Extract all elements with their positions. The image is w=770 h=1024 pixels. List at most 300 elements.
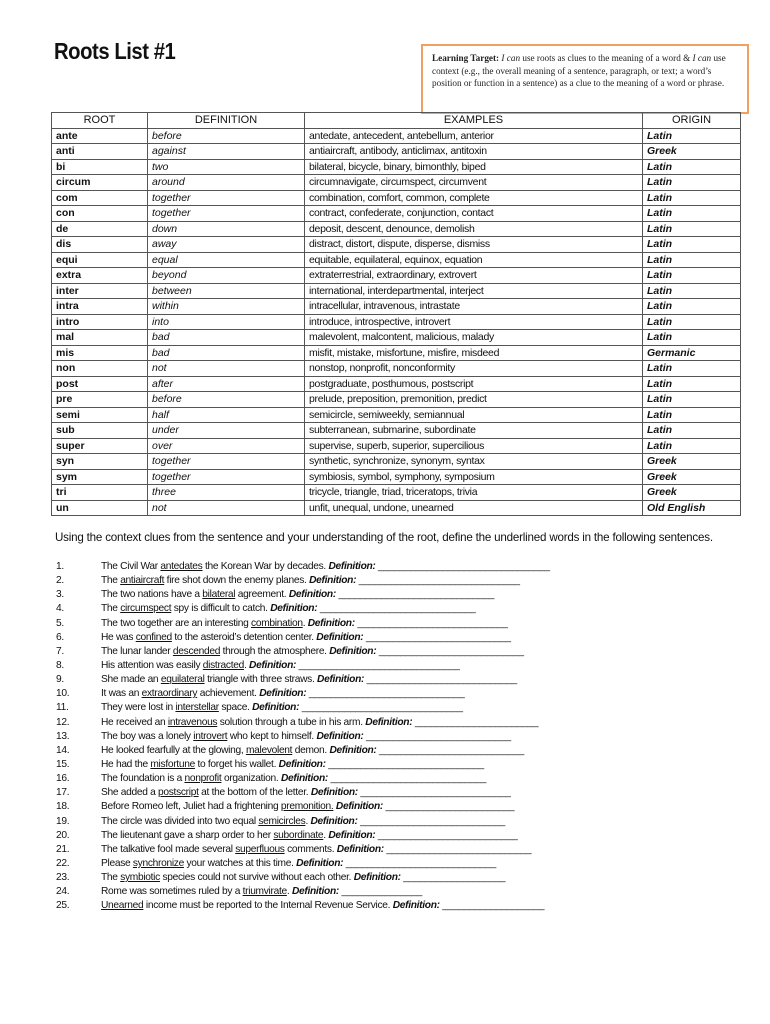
list-item (56, 744, 746, 758)
header-examples: EXAMPLES (305, 113, 643, 129)
sentence-text (101, 701, 463, 715)
sentence-pre: She added a (101, 787, 159, 799)
definition-blank[interactable]: _____________________________ (306, 688, 465, 700)
sentence-number: 2. (56, 575, 64, 587)
table-row (52, 252, 741, 268)
definition-label: Definition: (291, 886, 339, 898)
sentence-pre: It was an (101, 688, 142, 700)
list-item (56, 617, 746, 631)
root-cell: com (52, 190, 148, 206)
definition-blank[interactable]: ___________________ (439, 900, 545, 912)
list-item (56, 701, 746, 715)
underlined-word: symbiotic (120, 872, 160, 884)
definition-label: Definition: (307, 617, 355, 629)
root-cell: un (52, 500, 148, 516)
definition-blank[interactable]: ___________________________ (363, 730, 511, 742)
list-item (56, 602, 746, 616)
root-cell: sym (52, 469, 148, 485)
sentence-text (101, 843, 531, 857)
header-definition: DEFINITION (148, 113, 305, 129)
list-item (56, 588, 746, 602)
sentence-number: 18. (56, 801, 70, 813)
table-row (52, 485, 741, 501)
list-item (56, 815, 746, 829)
origin-cell: Latin (643, 438, 741, 454)
sentence-post: demon. (292, 744, 330, 756)
definition-blank[interactable]: __________________________ (375, 829, 518, 841)
origin-cell: Latin (643, 268, 741, 284)
list-item (56, 560, 746, 574)
root-cell: post (52, 376, 148, 392)
underlined-word: superfluous (235, 843, 285, 855)
root-cell: non (52, 361, 148, 377)
sentence-post: . (323, 829, 329, 841)
list-item (56, 659, 746, 673)
page-title: Roots List #1 (54, 38, 176, 64)
examples-cell: extraterrestrial, extraordinary, extrovert (305, 268, 643, 284)
examples-cell: intracellular, intravenous, intrastate (305, 299, 643, 315)
root-cell: intra (52, 299, 148, 315)
sentence-number: 3. (56, 589, 64, 601)
underlined-word: bilateral (202, 589, 236, 601)
origin-cell: Greek (643, 469, 741, 485)
underlined-word: antedates (160, 561, 203, 572)
sentence-text (101, 829, 517, 843)
sentence-number: 6. (56, 631, 64, 643)
sentence-pre: The boy was a lonely (101, 730, 194, 742)
sentence-pre: The Civil War (101, 561, 161, 572)
table-row (52, 299, 741, 315)
list-item (56, 758, 746, 772)
sentence-number: 14. (56, 744, 70, 756)
sentence-pre: Before Romeo left, Juliet had a frightening (101, 801, 281, 813)
sentence-pre: The two nations have a (101, 589, 203, 601)
definition-cell: over (148, 438, 305, 454)
sentence-number: 7. (56, 645, 64, 657)
definition-label: Definition: (365, 716, 413, 728)
sentence-number: 20. (56, 829, 70, 841)
header-origin: ORIGIN (643, 113, 741, 129)
learning-target-text-a: use roots as clues to the meaning of a word & (520, 53, 693, 63)
sentence-post: to the asteroid’s detention center. (171, 631, 317, 643)
definition-label: Definition: (252, 702, 300, 714)
definition-blank[interactable]: ____________________________ (343, 857, 496, 869)
table-row (52, 392, 741, 408)
origin-cell: Latin (643, 283, 741, 299)
sentence-post: fire shot down the enemy planes. (164, 575, 310, 587)
list-item (56, 843, 746, 857)
root-cell: semi (52, 407, 148, 423)
underlined-word: distracted (202, 659, 244, 671)
examples-cell: tricycle, triangle, triad, triceratops, trivia (305, 485, 643, 501)
definition-blank[interactable]: ______________________________ (296, 659, 460, 671)
sentence-number: 22. (56, 857, 70, 869)
definition-blank[interactable]: _____________________________ (328, 773, 487, 785)
origin-cell: Latin (643, 159, 741, 175)
sentence-post: achievement. (197, 688, 260, 700)
definition-blank[interactable]: ________________________________ (375, 561, 550, 572)
sentence-text (101, 899, 544, 913)
sentence-post: space. (218, 702, 253, 714)
sentence-pre: She made an (101, 674, 161, 686)
definition-label: Definition: (316, 631, 364, 643)
definition-cell: before (148, 128, 305, 144)
sentence-number: 21. (56, 843, 70, 855)
underlined-word: descended (172, 645, 221, 657)
root-cell: circum (52, 175, 148, 191)
definition-label: Definition: (336, 843, 384, 855)
definition-cell: before (148, 392, 305, 408)
sentence-pre: Rome was sometimes ruled by a (101, 886, 243, 898)
sentence-text (101, 617, 508, 631)
sentence-post: to forget his wallet. (194, 758, 279, 770)
examples-cell: semicircle, semiweekly, semiannual (305, 407, 643, 423)
definition-cell: together (148, 190, 305, 206)
origin-cell: Latin (643, 252, 741, 268)
examples-cell: antiaircraft, antibody, anticlimax, antitoxin (305, 144, 643, 160)
learning-target-text-b: use context (e.g., the overall meaning of a sentence, paragraph, or text; a word’s position or function in a sentence) as a clue to the meaning of a word or phrase. (432, 53, 726, 88)
definition-blank[interactable]: ________________________ (382, 801, 515, 813)
table-row (52, 454, 741, 470)
list-item (56, 857, 746, 871)
instructions: Using the context clues from the sentence and your understanding of the root, define the underlined words in the following sentences. (55, 531, 713, 544)
definition-cell: together (148, 469, 305, 485)
examples-cell: international, interdepartmental, interject (305, 283, 643, 299)
definition-blank[interactable]: ___________________ (400, 872, 506, 884)
examples-cell: supervise, superb, superior, supercilious (305, 438, 643, 454)
sentence-number: 12. (56, 716, 70, 728)
definition-label: Definition: (328, 829, 376, 841)
root-cell: pre (52, 392, 148, 408)
sentence-text (101, 800, 514, 814)
underlined-word: intravenous (167, 716, 218, 728)
list-item (56, 574, 746, 588)
sentence-number: 13. (56, 730, 70, 742)
definition-label: Definition: (316, 730, 364, 742)
underlined-word: misfortune (150, 758, 195, 770)
origin-cell: Latin (643, 128, 741, 144)
examples-cell: combination, comfort, common, complete (305, 190, 643, 206)
examples-cell: symbiosis, symbol, symphony, symposium (305, 469, 643, 485)
definition-cell: two (148, 159, 305, 175)
list-item (56, 871, 746, 885)
sentence-pre: He looked fearfully at the glowing, (101, 744, 246, 756)
root-cell: anti (52, 144, 148, 160)
root-cell: mal (52, 330, 148, 346)
sentence-number: 17. (56, 787, 70, 799)
origin-cell: Old English (643, 500, 741, 516)
sentence-pre: He had the (101, 758, 151, 770)
sentence-post: spy is difficult to catch. (171, 603, 271, 615)
examples-cell: unfit, unequal, undone, unearned (305, 500, 643, 516)
underlined-word: Unearned (101, 900, 144, 912)
sentence-post: the Korean War by decades. (202, 561, 329, 572)
definition-cell: around (148, 175, 305, 191)
sentence-number: 23. (56, 872, 70, 884)
origin-cell: Latin (643, 376, 741, 392)
sentence-number: 19. (56, 815, 70, 827)
origin-cell: Latin (643, 361, 741, 377)
sentence-pre: The lunar lander (101, 645, 173, 657)
definition-cell: bad (148, 345, 305, 361)
sentence-pre: Please (101, 857, 133, 869)
sentence-number: 9. (56, 674, 64, 686)
table-row (52, 175, 741, 191)
sentence-text (101, 772, 486, 786)
examples-cell: prelude, preposition, premonition, predict (305, 392, 643, 408)
definition-label: Definition: (329, 744, 377, 756)
underlined-word: malevolent (245, 744, 293, 756)
sentence-post: agreement. (235, 589, 289, 601)
definition-label: Definition: (392, 900, 440, 912)
origin-cell: Latin (643, 330, 741, 346)
definition-blank[interactable]: ___________________________ (363, 631, 511, 643)
sentence-text (101, 574, 520, 588)
root-cell: bi (52, 159, 148, 175)
sentence-text (101, 885, 422, 899)
list-item (56, 800, 746, 814)
definition-label: Definition: (296, 857, 344, 869)
definition-cell: equal (148, 252, 305, 268)
definition-blank[interactable]: ____________________________ (364, 674, 517, 686)
examples-cell: introduce, introspective, introvert (305, 314, 643, 330)
list-item (56, 673, 746, 687)
definition-label: Definition: (259, 688, 307, 700)
underlined-word: premonition. (280, 801, 334, 813)
sentence-post: comments. (284, 843, 337, 855)
origin-cell: Greek (643, 144, 741, 160)
table-row (52, 314, 741, 330)
underlined-word: synchronize (132, 857, 184, 869)
table-row (52, 407, 741, 423)
root-cell: extra (52, 268, 148, 284)
sentence-number: 1. (56, 561, 64, 572)
definition-label: Definition: (278, 758, 326, 770)
root-cell: super (52, 438, 148, 454)
sentence-number: 25. (56, 900, 70, 912)
root-cell: mis (52, 345, 148, 361)
list-item (56, 716, 746, 730)
definition-cell: against (148, 144, 305, 160)
underlined-word: equilateral (160, 674, 205, 686)
definition-label: Definition: (329, 645, 377, 657)
definition-label: Definition: (310, 787, 358, 799)
definition-label: Definition: (310, 815, 358, 827)
table-row (52, 345, 741, 361)
table-row (52, 268, 741, 284)
definition-cell: not (148, 500, 305, 516)
sentence-text (101, 871, 505, 885)
sentence-post: triangle with three straws. (204, 674, 318, 686)
definition-cell: bad (148, 330, 305, 346)
definition-blank[interactable]: _______________________ (412, 716, 539, 728)
underlined-word: interstellar (175, 702, 219, 714)
definition-cell: under (148, 423, 305, 439)
sentence-pre: He was (101, 631, 136, 643)
examples-cell: postgraduate, posthumous, postscript (305, 376, 643, 392)
roots-table (51, 112, 741, 516)
sentence-pre: The lieutenant gave a sharp order to her (101, 829, 274, 841)
sentence-post: solution through a tube in his arm. (217, 716, 366, 728)
definition-cell: away (148, 237, 305, 253)
table-row (52, 190, 741, 206)
root-cell: tri (52, 485, 148, 501)
table-row (52, 376, 741, 392)
origin-cell: Latin (643, 206, 741, 222)
definition-label: Definition: (249, 659, 297, 671)
sentence-pre: His attention was easily (101, 659, 203, 671)
definition-cell: within (148, 299, 305, 315)
definition-blank[interactable]: ____________________________ (354, 617, 508, 629)
sentence-number: 16. (56, 773, 70, 785)
table-row (52, 159, 741, 175)
sentence-number: 11. (56, 702, 69, 714)
underlined-word: introvert (193, 730, 228, 742)
origin-cell: Greek (643, 454, 741, 470)
definition-blank[interactable]: ___________________________ (357, 815, 505, 827)
underlined-word: postscript (158, 787, 199, 799)
root-cell: sub (52, 423, 148, 439)
examples-cell: antedate, antecedent, antebellum, anterior (305, 128, 643, 144)
definition-cell: half (148, 407, 305, 423)
sentence-post: income must be reported to the Internal Revenue Service. (143, 900, 393, 912)
root-cell: inter (52, 283, 148, 299)
definition-cell: between (148, 283, 305, 299)
table-row (52, 206, 741, 222)
learning-target-ican-2: I can (692, 53, 712, 63)
definition-blank[interactable]: ______________________________ (299, 702, 463, 714)
list-item (56, 645, 746, 659)
roots-table-header (52, 113, 741, 129)
sentence-post: at the bottom of the letter. (198, 787, 311, 799)
examples-cell: bilateral, bicycle, binary, bimonthly, biped (305, 159, 643, 175)
table-row (52, 423, 741, 439)
list-item (56, 899, 746, 913)
definition-cell: together (148, 454, 305, 470)
table-row (52, 128, 741, 144)
origin-cell: Latin (643, 392, 741, 408)
origin-cell: Latin (643, 237, 741, 253)
sentence-number: 5. (56, 617, 64, 629)
definition-blank[interactable]: ___________________________ (376, 645, 524, 657)
underlined-word: circumspect (120, 603, 172, 615)
definition-label: Definition: (353, 872, 401, 884)
definition-label: Definition: (317, 674, 365, 686)
definition-cell: not (148, 361, 305, 377)
root-cell: con (52, 206, 148, 222)
underlined-word: antiaircraft (120, 575, 165, 587)
table-row (52, 283, 741, 299)
definition-cell: after (148, 376, 305, 392)
examples-cell: malevolent, malcontent, malicious, malady (305, 330, 643, 346)
definition-label: Definition: (309, 575, 357, 587)
definition-blank[interactable]: ____________________________ (357, 787, 511, 799)
examples-cell: subterranean, submarine, subordinate (305, 423, 643, 439)
definition-blank[interactable]: _____________________________ (325, 758, 484, 770)
list-item (56, 687, 746, 701)
sentence-text (101, 673, 517, 687)
definition-label: Definition: (335, 801, 383, 813)
sentence-pre: The (101, 872, 121, 884)
table-row (52, 361, 741, 377)
sentence-pre: He received an (101, 716, 168, 728)
header-root: ROOT (52, 113, 148, 129)
sentence-text (101, 857, 496, 871)
roots-table-body (52, 128, 741, 516)
list-item (56, 786, 746, 800)
origin-cell: Latin (643, 423, 741, 439)
table-row (52, 330, 741, 346)
list-item (56, 829, 746, 843)
root-cell: ante (52, 128, 148, 144)
examples-cell: equitable, equilateral, equinox, equation (305, 252, 643, 268)
sentence-text (101, 744, 524, 758)
underlined-word: semicircles (258, 815, 306, 827)
sentence-post: . (302, 617, 308, 629)
examples-cell: contract, confederate, conjunction, contact (305, 206, 643, 222)
definition-blank[interactable]: _____________________________ (335, 589, 495, 601)
definition-blank[interactable]: ______________________________ (356, 575, 520, 587)
origin-cell: Latin (643, 299, 741, 315)
definition-blank[interactable]: _____________________________ (317, 603, 476, 615)
table-row (52, 469, 741, 485)
sentence-number: 4. (56, 603, 64, 615)
table-row (52, 438, 741, 454)
underlined-word: extraordinary (141, 688, 198, 700)
list-item (56, 885, 746, 899)
definition-blank[interactable]: ___________________________ (383, 843, 532, 855)
sentence-post: . (305, 815, 311, 827)
definition-blank[interactable]: _______________ (339, 886, 423, 898)
definition-blank[interactable]: ___________________________ (376, 744, 524, 756)
sentence-text (101, 786, 511, 800)
sentence-pre: The foundation is a (101, 773, 185, 785)
list-item (56, 631, 746, 645)
origin-cell: Latin (643, 175, 741, 191)
list-item (56, 730, 746, 744)
definition-cell: together (148, 206, 305, 222)
sentence-text (101, 659, 460, 673)
sentence-text (101, 687, 464, 701)
sentence-post: . (243, 659, 250, 671)
origin-cell: Latin (643, 407, 741, 423)
examples-cell: misfit, mistake, misfortune, misfire, misdeed (305, 345, 643, 361)
sentence-pre: The two together are an interesting (101, 617, 252, 629)
sentence-text (101, 560, 550, 574)
list-item (56, 772, 746, 786)
definition-cell: into (148, 314, 305, 330)
origin-cell: Greek (643, 485, 741, 501)
table-row (52, 221, 741, 237)
sentence-number: 10. (56, 688, 70, 700)
sentence-number: 15. (56, 758, 70, 770)
learning-target-ican: I can (501, 53, 521, 63)
origin-cell: Germanic (643, 345, 741, 361)
examples-cell: distract, distort, dispute, disperse, dismiss (305, 237, 643, 253)
definition-cell: down (148, 221, 305, 237)
root-cell: equi (52, 252, 148, 268)
examples-cell: circumnavigate, circumspect, circumvent (305, 175, 643, 191)
sentence-pre: They were lost in (101, 702, 176, 714)
sentence-post: species could not survive without each other. (159, 872, 354, 884)
examples-cell: nonstop, nonprofit, nonconformity (305, 361, 643, 377)
learning-target-label: Learning Target: (432, 53, 500, 63)
root-cell: de (52, 221, 148, 237)
table-row (52, 144, 741, 160)
sentence-pre: The circle was divided into two equal (101, 815, 259, 827)
sentence-pre: The (101, 603, 121, 615)
table-row (52, 237, 741, 253)
